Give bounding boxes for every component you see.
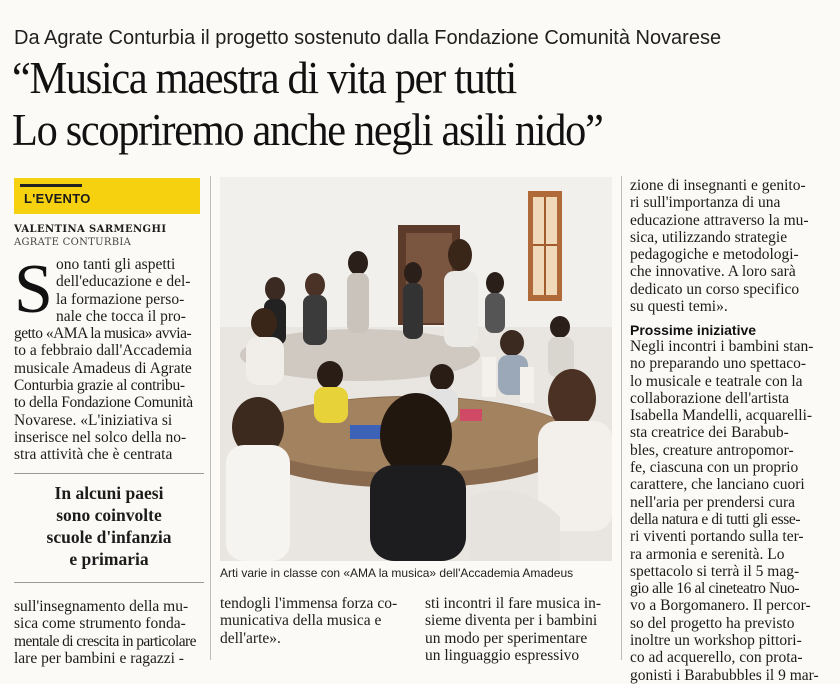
body-line: sull'insegnamento della mu-: [14, 598, 189, 615]
photo-caption: Arti varie in classe con «AMA la musica» dell'Accademia Amadeus: [220, 566, 574, 580]
body-line: Novarese. «L'iniziativa si: [14, 411, 173, 429]
body-line: pedagogiche e metodologi-: [630, 246, 799, 264]
body-line: ono tanti gli aspetti: [56, 256, 176, 273]
headline-line: “Musica maestra di vita per tutti: [12, 52, 516, 103]
article-photo: [220, 177, 612, 561]
body-line: carattere, che lanciano cuori: [630, 476, 805, 494]
body-line: vo a Borgomanero. Il percor-: [630, 597, 811, 615]
article-kicker: Da Agrate Conturbia il progetto sostenuto dalla Fondazione Comunità Novarese: [14, 27, 722, 49]
body-line: sta creatrice dei Barabub-: [630, 424, 789, 442]
body-line: no preparando uno spettaco-: [630, 355, 807, 373]
body-line: lo musicale e teatrale con la: [630, 372, 803, 390]
body-column-3: [425, 595, 615, 664]
body-line: che innovative. A loro sarà: [630, 263, 796, 281]
body-line: stra attività che è centrata: [14, 446, 173, 464]
section-tag-label: L'EVENTO: [24, 191, 91, 206]
pull-quote-line: e primaria: [69, 549, 149, 569]
body-line: mentale di crescita in particolare: [14, 632, 196, 650]
dateline-location: AGRATE CONTURBIA: [14, 237, 132, 248]
body-line: bles, creature antropomor-: [630, 441, 794, 459]
body-line: co ad acquerello, con prota-: [630, 649, 803, 667]
body-line: sti incontri il fare musica in-: [425, 595, 602, 612]
body-line: zione di insegnanti e genito-: [630, 177, 806, 194]
pull-quote-line: In alcuni paesi: [54, 483, 164, 503]
author-name: VALENTINA SARMENGHI: [14, 224, 167, 235]
body-line: nell'aria per prendersi cura: [630, 493, 796, 511]
body-line: inoltre un workshop pittori-: [630, 632, 802, 650]
classroom-photo: [220, 177, 612, 561]
body-line: to a febbraio dall'Accademia: [14, 342, 192, 360]
body-column-2: [220, 595, 410, 647]
body-column-1: [14, 251, 204, 464]
body-line: gio alle 16 al cineteatro Nuo-: [630, 580, 800, 598]
body-line: ri viventi portando sulla ter-: [630, 528, 804, 546]
body-line: ra armonia e serenità. Lo: [630, 545, 785, 563]
subheading: Prossime iniziative: [630, 322, 757, 338]
headline-line: Lo scopriremo anche negli asili nido”: [12, 104, 603, 155]
body-line: sica come strumento fonda-: [14, 615, 186, 633]
body-line: to della Fondazione Comunità: [14, 394, 193, 412]
pull-quote: [14, 473, 204, 583]
body-line: getto «AMA la musica» avvia-: [14, 325, 192, 343]
body-line: municativa della musica e: [220, 612, 382, 630]
body-column-4-continued: [630, 338, 830, 684]
body-line: educazione attraverso la mu-: [630, 211, 809, 229]
body-line: dedicato un corso specifico: [630, 280, 800, 298]
pull-quote-line: sono coinvolte: [56, 505, 162, 525]
body-line: collaborazione dell'artista: [630, 389, 790, 407]
body-line: Negli incontri i bambini stan-: [630, 338, 814, 355]
body-line: dell'educazione e del-: [56, 273, 191, 291]
body-line: musicale Amadeus di Agrate: [14, 359, 192, 377]
body-line: Isabella Mandelli, acquarelli-: [630, 407, 813, 425]
column-divider: [210, 176, 211, 660]
section-tag-bar: [20, 184, 82, 187]
body-line: dell'arte».: [220, 629, 281, 647]
body-line: spettacolo si terrà il 5 mag-: [630, 562, 800, 580]
drop-cap: S: [14, 251, 53, 328]
body-line: nale che tocca il pro-: [56, 307, 186, 325]
article-headline: [12, 52, 602, 156]
body-line: tendogli l'immensa forza co-: [220, 595, 398, 612]
body-line: su questi temi».: [630, 298, 728, 316]
body-line: sica, utilizzando strategie: [630, 228, 788, 246]
body-line: della natura e di tutti gli esse-: [630, 510, 801, 528]
body-line: Conturbia grazie al contribu-: [14, 377, 185, 395]
pull-quote-line: scuole d'infanzia: [46, 527, 172, 547]
body-line: so del progetto ha previsto: [630, 614, 795, 632]
body-line: sieme diventa per i bambini: [425, 612, 598, 630]
section-tag: [14, 178, 200, 214]
body-line: fe, ciascuna con un proprio: [630, 459, 799, 477]
body-line: un linguaggio espressivo: [425, 646, 580, 664]
body-line: un modo per sperimentare: [425, 629, 588, 647]
body-line: la formazione perso-: [56, 290, 185, 308]
body-line: lare per bambini e ragazzi -: [14, 649, 184, 667]
body-column-4: [630, 177, 830, 315]
body-line: ri sull'importanza di una: [630, 194, 781, 212]
body-line: gonisti i Barabubbles il 9 mar-: [630, 666, 819, 684]
body-line: inserisce nel solco della no-: [14, 428, 187, 446]
body-column-1-bottom: [14, 598, 204, 667]
column-divider: [621, 176, 622, 660]
